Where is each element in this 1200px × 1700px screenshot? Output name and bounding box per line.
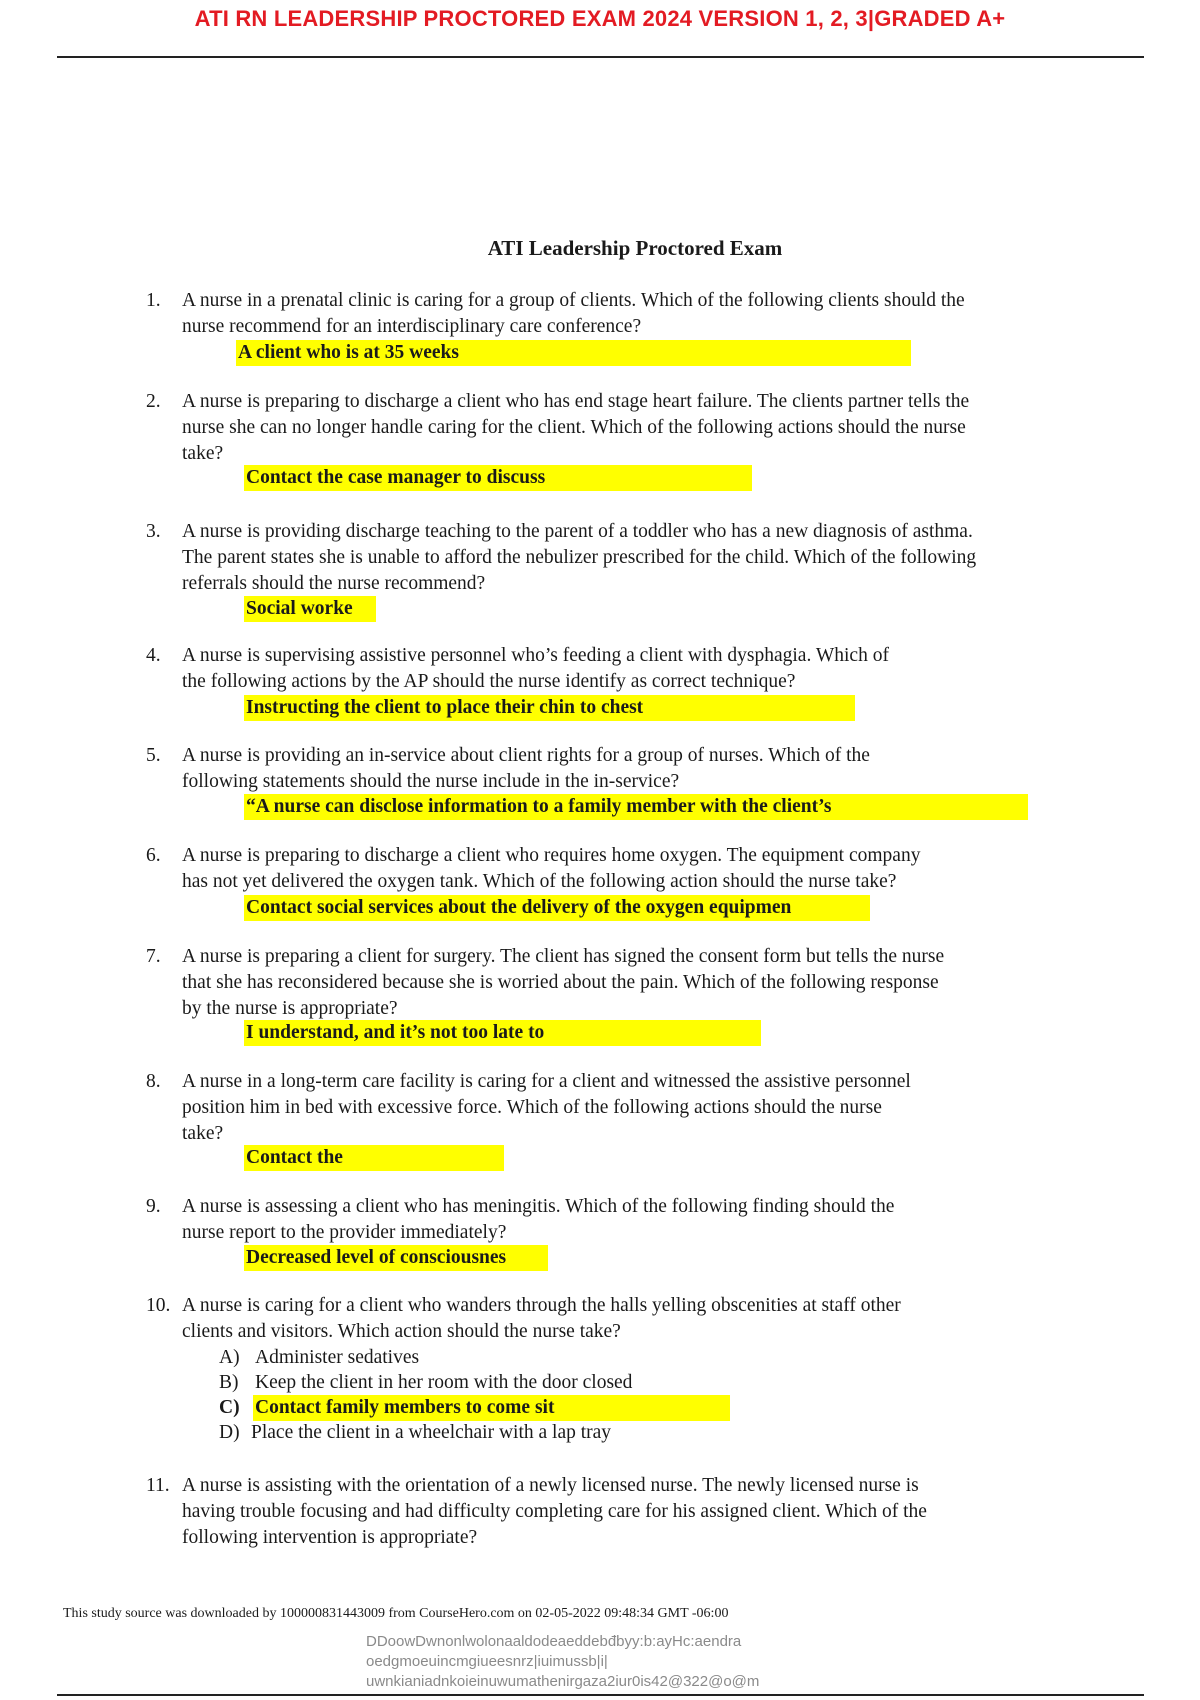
question-line: by the nurse is appropriate? <box>182 998 398 1019</box>
question-text <box>182 1194 1102 1246</box>
option-text: Keep the client in her room with the door closed <box>255 1372 633 1393</box>
watermark-line: oedgmoeuincmgiueesnrz|iuimussb|i| <box>366 1653 608 1670</box>
option-letter: A) <box>219 1347 240 1368</box>
answer-highlight: “A nurse can disclose information to a family member with the client’s <box>244 794 1028 820</box>
question-text <box>182 389 1102 467</box>
option-text: Contact family members to come sit <box>255 1397 555 1418</box>
document-banner-title: ATI RN LEADERSHIP PROCTORED EXAM 2024 VERSION 1, 2, 3|GRADED A+ <box>194 6 1006 31</box>
question-line: following statements should the nurse include in the in-service? <box>182 771 680 792</box>
answer-highlight: I understand, and it’s not too late to <box>244 1020 761 1046</box>
option-letter: C) <box>219 1397 240 1418</box>
question-line: following intervention is appropriate? <box>182 1527 478 1548</box>
question-number: 10. <box>146 1295 171 1316</box>
question-line: The parent states she is unable to afford the nebulizer prescribed for the child. Which of the following <box>182 547 977 568</box>
answer-highlight: Instructing the client to place their chin to chest <box>244 695 855 721</box>
question-line: A nurse is preparing a client for surgery. The client has signed the consent form but tells the nurse <box>182 946 945 967</box>
question-line: nurse she can no longer handle caring for the client. Which of the following actions should the nurse <box>182 417 966 438</box>
question-number: 7. <box>146 946 161 967</box>
question-line: A nurse is preparing to discharge a client who has end stage heart failure. The clients partner tells the <box>182 391 970 412</box>
question-line: the following actions by the AP should the nurse identify as correct technique? <box>182 671 796 692</box>
question-text <box>182 519 1102 597</box>
question-number: 11. <box>146 1475 170 1496</box>
question-number: 1. <box>146 290 161 311</box>
question-line: position him in bed with excessive force. Which of the following actions should the nurse <box>182 1097 882 1118</box>
question-line: nurse recommend for an interdisciplinary care conference? <box>182 316 642 337</box>
question-text <box>182 288 1102 340</box>
question-number: 5. <box>146 745 161 766</box>
answer-highlight: Contact the case manager to discuss <box>244 465 752 491</box>
question-line: A nurse in a prenatal clinic is caring for a group of clients. Which of the following clients should the <box>182 290 965 311</box>
option-letter: B) <box>219 1372 239 1393</box>
question-text <box>182 1069 1102 1147</box>
question-number: 4. <box>146 645 161 666</box>
option-text: Place the client in a wheelchair with a lap tray <box>251 1422 612 1443</box>
question-text <box>182 643 1102 695</box>
question-text <box>182 743 1102 795</box>
question-line: take? <box>182 443 224 464</box>
question-line: A nurse is assessing a client who has meningitis. Which of the following finding should the <box>182 1196 895 1217</box>
question-line: take? <box>182 1123 224 1144</box>
answer-highlight: Contact the <box>244 1145 504 1171</box>
question-text <box>182 1293 1102 1345</box>
option-text: Administer sedatives <box>255 1347 420 1368</box>
question-number: 9. <box>146 1196 161 1217</box>
question-text <box>182 843 1102 895</box>
question-line: clients and visitors. Which action should the nurse take? <box>182 1321 621 1342</box>
banner-divider <box>57 56 1144 58</box>
footer-divider <box>57 1694 1144 1696</box>
question-line: A nurse is supervising assistive personnel who’s feeding a client with dysphagia. Which of <box>182 645 889 666</box>
question-number: 8. <box>146 1071 161 1092</box>
source-footer: This study source was downloaded by 100000831443009 from CourseHero.com on 02-05-2022 09:48:34 GMT -06:00 <box>63 1606 729 1621</box>
answer-highlight: Social worke <box>244 596 376 622</box>
question-number: 2. <box>146 391 161 412</box>
question-number: 6. <box>146 845 161 866</box>
answer-highlight: Decreased level of consciousnes <box>244 1245 548 1271</box>
question-number: 3. <box>146 521 161 542</box>
watermark-line: uwnkianiadnkoieinuwumathenirgaza2iur0is42@322@o@m <box>366 1673 760 1690</box>
question-line: nurse report to the provider immediately? <box>182 1222 507 1243</box>
question-line: has not yet delivered the oxygen tank. Which of the following action should the nurse take? <box>182 871 897 892</box>
watermark-line: DDoowDwnonlwolonaaldodeaeddebđbyy:b:ayHc:aendra <box>366 1633 742 1650</box>
option-letter: D) <box>219 1422 240 1443</box>
answer-highlight: A client who is at 35 weeks <box>236 340 911 366</box>
question-line: that she has reconsidered because she is worried about the pain. Which of the following response <box>182 972 939 993</box>
question-line: A nurse is providing discharge teaching to the parent of a toddler who has a new diagnosis of asthma. <box>182 521 973 542</box>
question-text <box>182 1473 1102 1551</box>
question-line: A nurse is assisting with the orientation of a newly licensed nurse. The newly licensed nurse is <box>182 1475 919 1496</box>
question-line: A nurse is preparing to discharge a client who requires home oxygen. The equipment company <box>182 845 921 866</box>
exam-title: ATI Leadership Proctored Exam <box>487 236 783 260</box>
question-line: A nurse is providing an in-service about client rights for a group of nurses. Which of the <box>182 745 870 766</box>
question-text <box>182 944 1102 1022</box>
question-line: A nurse is caring for a client who wanders through the halls yelling obscenities at staff other <box>182 1295 901 1316</box>
answer-highlight: Contact social services about the delivery of the oxygen equipmen <box>244 895 870 921</box>
question-line: A nurse in a long-term care facility is caring for a client and witnessed the assistive personnel <box>182 1071 911 1092</box>
question-line: having trouble focusing and had difficulty completing care for his assigned client. Which of the <box>182 1501 927 1522</box>
question-line: referrals should the nurse recommend? <box>182 573 486 594</box>
